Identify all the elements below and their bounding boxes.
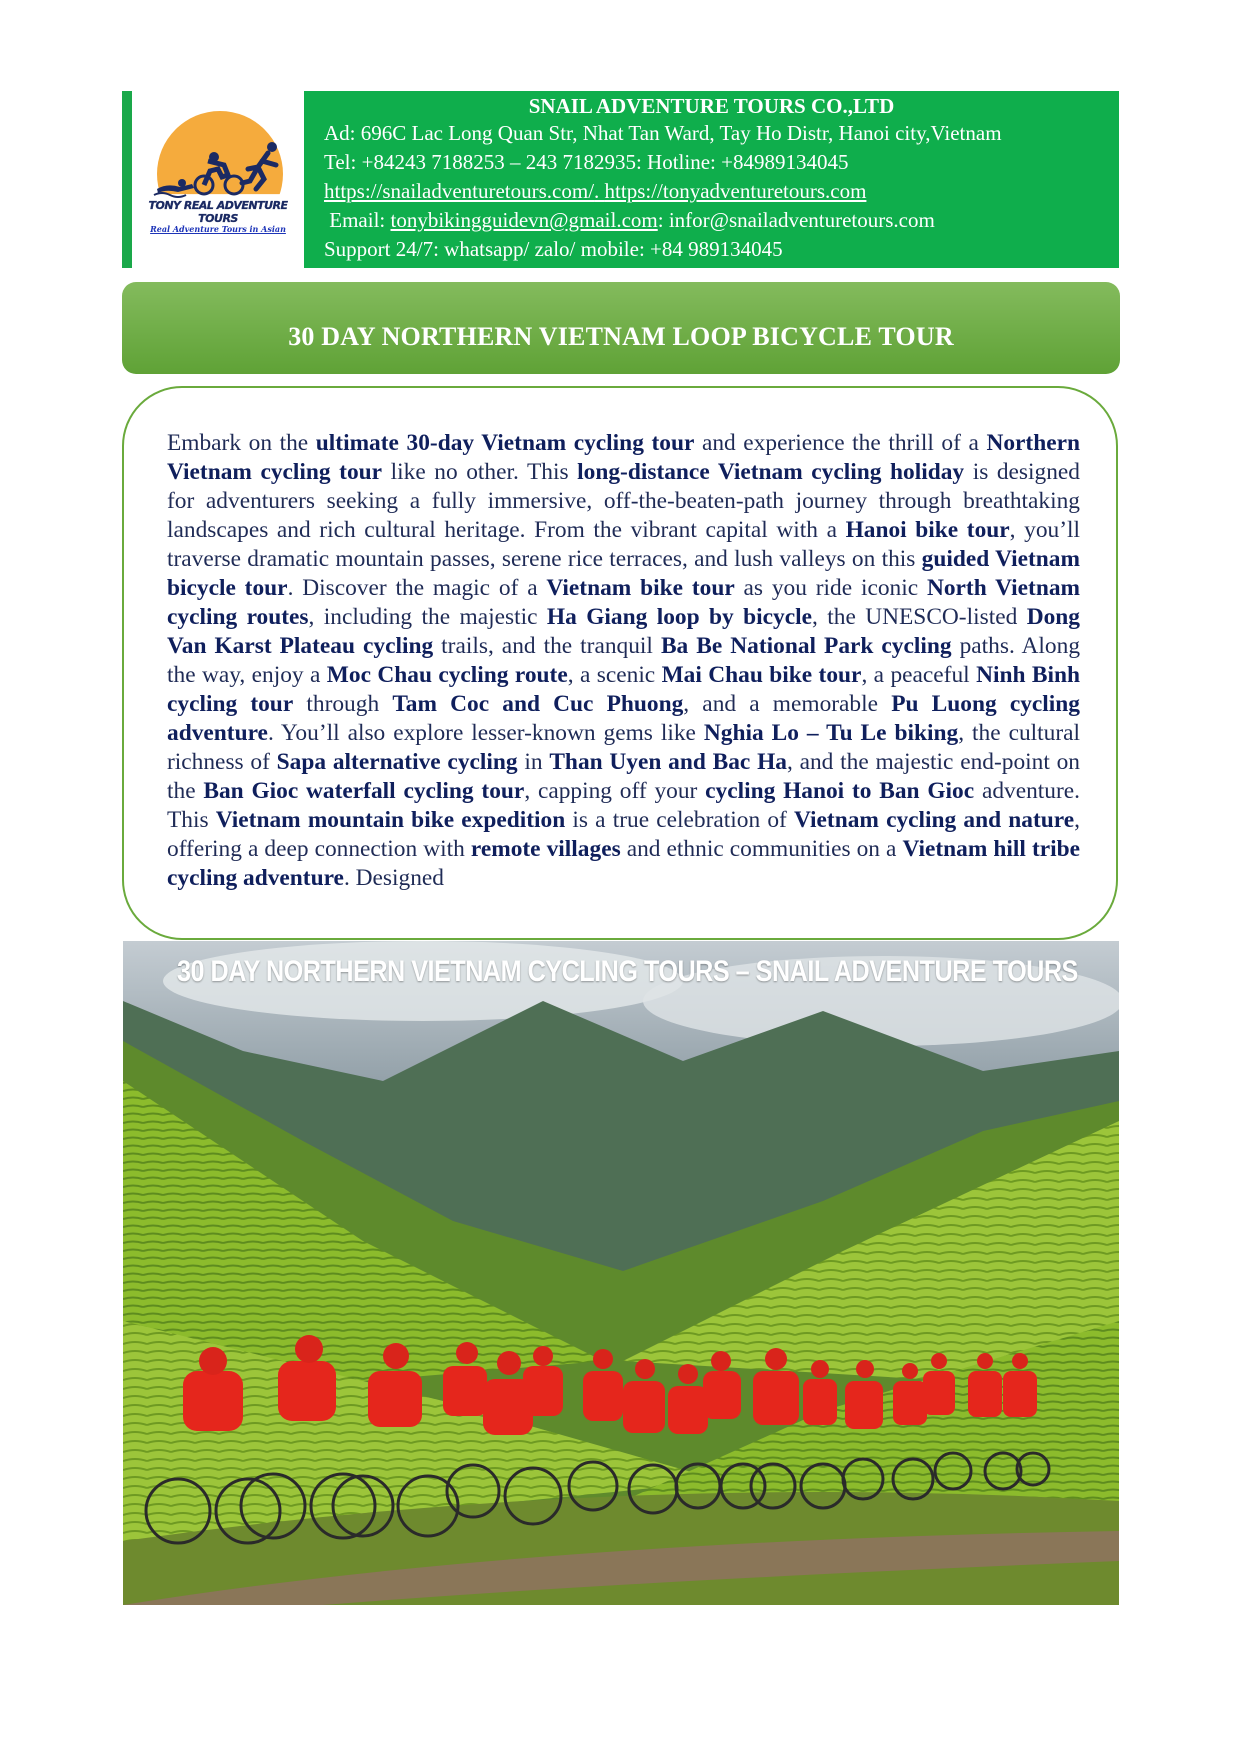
keyword-highlight: Mai Chau bike tour [661,662,862,688]
keyword-highlight: Nghia Lo – Tu Le biking [703,720,959,746]
website-link-snail[interactable]: https://snailadventuretours.com/ [324,179,595,203]
tour-photo [123,941,1119,1605]
intro-text-segment: Embark on the [167,430,316,456]
keyword-highlight: ultimate 30-day Vietnam cycling tour [315,430,695,456]
email-link-tony[interactable]: tonybikingguidevn@gmail.com [390,208,658,232]
company-email [304,206,1119,235]
intro-text-segment: . Designed [343,865,444,891]
intro-text-segment: , the UNESCO-listed [811,604,1027,630]
intro-text-segment: paths. Along the way, enjoy a [167,633,1080,688]
logo-brand-name: TONY REAL ADVENTURE TOURS [148,199,288,225]
intro-text-box [122,386,1118,940]
intro-text-segment: , you’ll traverse dramatic mountain passes, serene rice terraces, and lush valleys on this [167,517,1080,572]
keyword-highlight: Ha Giang loop by bicycle [546,604,812,630]
intro-text-segment: . Discover the magic of a [287,575,547,601]
keyword-highlight: guided Vietnam bicycle tour [167,546,1080,601]
keyword-highlight: Ba Be National Park cycling [660,633,952,659]
intro-text-segment: , and a memorable [683,691,892,717]
keyword-highlight: long-distance Vietnam cycling holiday [577,459,965,485]
intro-text-segment: is designed for adventurers seeking a fully immersive, off-the-beaten-path journey through breathtaking landscapes and rich cultural heritage. From the vibrant capital with a [167,459,1080,543]
logo-tagline: Real Adventure Tours in Asian [150,224,286,234]
header-accent-bar [122,91,132,268]
company-support: Support 24/7: whatsapp/ zalo/ mobile: +84 989134045 [324,237,783,261]
keyword-highlight: Pu Luong cycling adventure [167,691,1080,746]
intro-text-segment: like no other. This [382,459,578,485]
keyword-highlight: Vietnam mountain bike expedition [215,807,566,833]
intro-text-segment: in [517,749,550,775]
intro-text-segment: , offering a deep connection with [167,807,1080,862]
company-logo [132,91,304,268]
website-separator: . [594,179,605,203]
company-address: Ad: 696C Lac Long Quan Str, Nhat Tan Ward, Tay Ho Distr, Hanoi city,Vietnam [324,121,1002,145]
website-link-tony[interactable]: https://tonyadventuretours.com [604,179,867,203]
tour-title-banner [122,282,1120,374]
intro-text-segment: is a true celebration of [565,807,795,833]
intro-paragraph [167,429,1080,901]
tour-title: 30 DAY NORTHERN VIETNAM LOOP BICYCLE TOUR [288,322,954,351]
triathlon-figures-icon [152,139,292,199]
intro-text-segment: , including the majestic [308,604,547,630]
intro-text-segment: , a scenic [567,662,662,688]
company-info-panel [304,91,1119,268]
company-name: SNAIL ADVENTURE TOURS CO.,LTD [528,94,895,118]
keyword-highlight: Vietnam hill tribe cycling adventure [167,836,1080,891]
email-secondary: : infor@snailadventuretours.com [657,208,935,232]
email-label: Email: [329,208,391,232]
keyword-highlight: Than Uyen and Bac Ha [549,749,787,775]
intro-text-segment: adventure. This [167,778,1080,833]
intro-text-segment: and ethnic communities on a [620,836,903,862]
intro-text-segment: . You’ll also explore lesser-known gems like [267,720,704,746]
intro-text-segment: , capping off your [524,778,706,804]
intro-text-segment: through [293,691,393,717]
keyword-highlight: cycling Hanoi to Ban Gioc [705,778,975,804]
keyword-highlight: Sapa alternative cycling [276,749,518,775]
intro-text-segment: , the cultural richness of [167,720,1080,775]
keyword-highlight: Vietnam bike tour [546,575,735,601]
intro-text-segment: as you ride iconic [734,575,927,601]
landscape-illustration [123,941,1119,1605]
keyword-highlight: Tam Coc and Cuc Phuong [392,691,684,717]
company-websites [304,177,1119,206]
intro-text-segment: , and the majestic end-point on the [167,749,1080,804]
keyword-highlight: Northern Vietnam cycling tour [167,430,1080,485]
company-phone: Tel: +84243 7188253 – 243 7182935: Hotline: +84989134045 [324,150,849,174]
intro-text-segment: , a peaceful [861,662,977,688]
keyword-highlight: Moc Chau cycling route [326,662,568,688]
keyword-highlight: Hanoi bike tour [845,517,1010,543]
keyword-highlight: Ban Gioc waterfall cycling tour [203,778,525,804]
keyword-highlight: Dong Van Karst Plateau cycling [167,604,1080,659]
intro-text-segment: and experience the thrill of a [694,430,987,456]
keyword-highlight: North Vietnam cycling routes [167,575,1080,630]
photo-title: 30 DAY NORTHERN VIETNAM CYCLING TOURS – SNAIL ADVENTURE TOURS [177,955,1078,988]
keyword-highlight: Ninh Binh cycling tour [167,662,1080,717]
keyword-highlight: Vietnam cycling and nature [794,807,1075,833]
intro-text-segment: trails, and the tranquil [433,633,661,659]
keyword-highlight: remote villages [470,836,621,862]
